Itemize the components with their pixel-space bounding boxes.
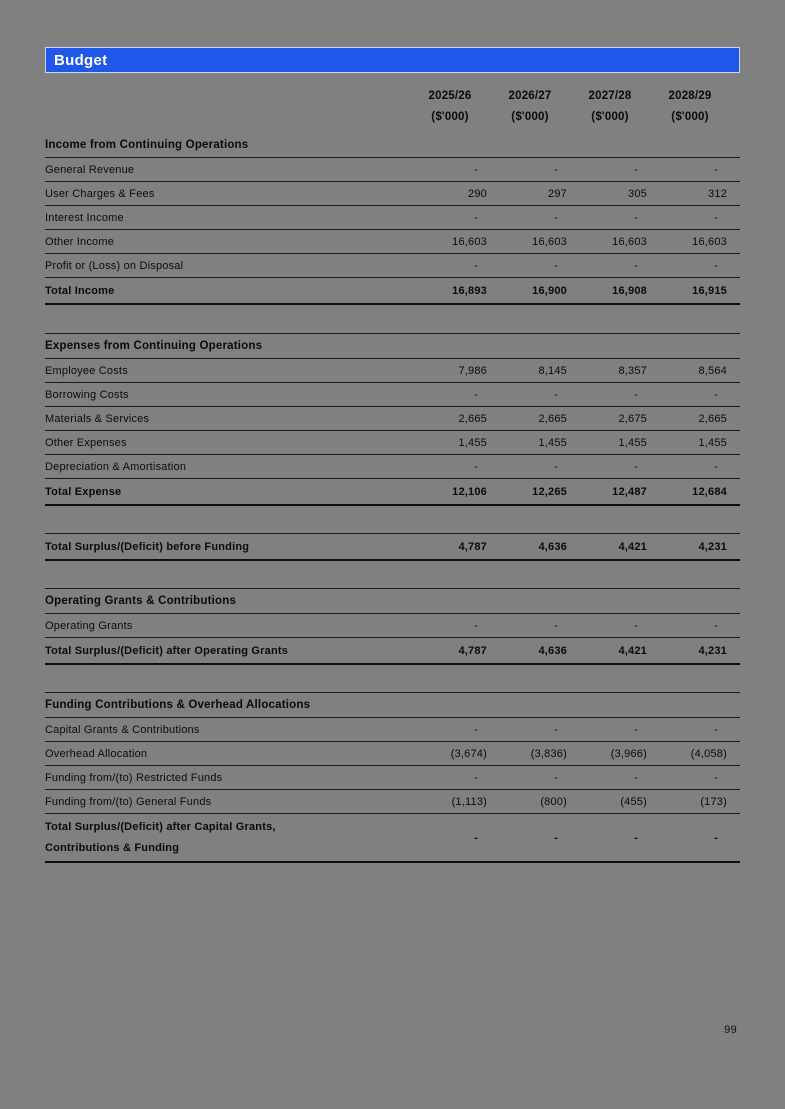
row-value: 1,455 xyxy=(458,436,487,449)
row-value: 8,564 xyxy=(698,364,727,377)
row-label: Operating Grants xyxy=(45,619,133,632)
row-value: 16,603 xyxy=(692,235,727,248)
row-value: 16,603 xyxy=(532,235,567,248)
table-row xyxy=(45,230,740,254)
year-header: 2027/28 xyxy=(588,90,632,102)
row-value: 290 xyxy=(468,187,487,200)
row-value: - xyxy=(554,163,558,176)
row-value: 8,357 xyxy=(618,364,647,377)
row-value: - xyxy=(554,388,558,401)
row-value: - xyxy=(554,460,558,473)
row-label: Other Expenses xyxy=(45,436,127,449)
section-header: Operating Grants & Contributions xyxy=(45,589,740,614)
row-label: Interest Income xyxy=(45,211,124,224)
table-column-headers xyxy=(45,85,740,127)
row-label: Capital Grants & Contributions xyxy=(45,723,200,736)
table-row xyxy=(45,455,740,479)
section-header: Funding Contributions & Overhead Allocations xyxy=(45,693,740,718)
table-row xyxy=(45,479,740,506)
row-value: - xyxy=(474,460,478,473)
page-title: Budget xyxy=(54,52,108,69)
row-value: - xyxy=(714,831,718,844)
row-value: 4,231 xyxy=(698,540,727,553)
row-label: Other Income xyxy=(45,235,115,248)
table-row xyxy=(45,814,740,863)
row-value: 16,915 xyxy=(692,284,727,297)
row-value: - xyxy=(714,723,718,736)
row-value: - xyxy=(474,619,478,632)
unit-label: ($'000) xyxy=(671,111,709,123)
row-value: 2,665 xyxy=(698,412,727,425)
table-row xyxy=(45,158,740,182)
row-value: 4,636 xyxy=(538,644,567,657)
row-value: 1,455 xyxy=(538,436,567,449)
row-value: 4,421 xyxy=(618,644,647,657)
row-label-line2: Contributions & Funding xyxy=(45,841,180,854)
row-value: 312 xyxy=(708,187,727,200)
row-value: - xyxy=(554,619,558,632)
row-label: Borrowing Costs xyxy=(45,388,129,401)
row-label: Profit or (Loss) on Disposal xyxy=(45,259,184,272)
row-value: - xyxy=(714,211,718,224)
row-value: - xyxy=(714,388,718,401)
row-value: - xyxy=(634,619,638,632)
row-value: 12,487 xyxy=(612,485,647,498)
table-row xyxy=(45,383,740,407)
table-section xyxy=(45,333,740,506)
row-label-line1: Total Surplus/(Deficit) after Capital Grants, xyxy=(45,820,276,833)
table-row xyxy=(45,182,740,206)
row-value: 1,455 xyxy=(618,436,647,449)
row-label: General Revenue xyxy=(45,163,135,176)
row-label: Overhead Allocation xyxy=(45,747,148,760)
row-label: Funding from/(to) General Funds xyxy=(45,795,212,808)
row-value: (455) xyxy=(620,795,647,808)
row-value: 2,675 xyxy=(618,412,647,425)
row-value: - xyxy=(554,211,558,224)
row-value: - xyxy=(554,831,558,844)
row-value: - xyxy=(634,831,638,844)
row-label: User Charges & Fees xyxy=(45,187,155,200)
row-value: 4,787 xyxy=(458,644,487,657)
row-value: - xyxy=(634,771,638,784)
budget-table xyxy=(45,133,740,863)
table-row xyxy=(45,278,740,305)
row-label: Materials & Services xyxy=(45,412,150,425)
row-value: (3,966) xyxy=(610,747,647,760)
row-value: - xyxy=(474,211,478,224)
row-value: - xyxy=(634,388,638,401)
row-label: Total Surplus/(Deficit) before Funding xyxy=(45,540,250,553)
row-label: Total Surplus/(Deficit) after Operating Grants xyxy=(45,644,289,657)
section-header: Income from Continuing Operations xyxy=(45,133,740,158)
row-value: - xyxy=(474,771,478,784)
year-header: 2025/26 xyxy=(428,90,472,102)
row-value: (1,113) xyxy=(451,795,487,808)
table-section xyxy=(45,692,740,863)
year-header: 2026/27 xyxy=(508,90,552,102)
row-label xyxy=(45,817,410,859)
table-row xyxy=(45,431,740,455)
table-row xyxy=(45,254,740,278)
row-value: - xyxy=(474,163,478,176)
row-value: (173) xyxy=(700,795,727,808)
row-value: 4,787 xyxy=(458,540,487,553)
page-number: 99 xyxy=(724,1024,737,1036)
unit-header-row xyxy=(45,107,740,127)
row-value: (3,674) xyxy=(450,747,487,760)
unit-label: ($'000) xyxy=(511,111,549,123)
row-value: (4,058) xyxy=(690,747,727,760)
row-value: 1,455 xyxy=(698,436,727,449)
row-value: - xyxy=(474,259,478,272)
section-title-bar xyxy=(45,47,740,73)
table-row xyxy=(45,534,740,561)
table-row xyxy=(45,742,740,766)
row-value: - xyxy=(714,771,718,784)
table-row xyxy=(45,718,740,742)
table-section xyxy=(45,533,740,561)
row-value: 16,603 xyxy=(612,235,647,248)
section-header: Expenses from Continuing Operations xyxy=(45,334,740,359)
row-value: (800) xyxy=(540,795,567,808)
row-value: - xyxy=(474,723,478,736)
row-value: 16,908 xyxy=(612,284,647,297)
row-value: - xyxy=(634,460,638,473)
row-value: - xyxy=(474,388,478,401)
row-label: Funding from/(to) Restricted Funds xyxy=(45,771,223,784)
row-value: - xyxy=(554,771,558,784)
row-value: (3,836) xyxy=(530,747,567,760)
table-row xyxy=(45,766,740,790)
row-value: - xyxy=(714,259,718,272)
row-value: 4,636 xyxy=(538,540,567,553)
unit-label: ($'000) xyxy=(591,111,629,123)
table-row xyxy=(45,614,740,638)
row-value: 297 xyxy=(548,187,567,200)
row-label: Total Income xyxy=(45,284,115,297)
year-header: 2028/29 xyxy=(668,90,712,102)
row-value: 12,684 xyxy=(692,485,727,498)
table-section xyxy=(45,588,740,665)
row-value: 4,231 xyxy=(698,644,727,657)
budget-report xyxy=(45,47,740,863)
row-value: - xyxy=(634,163,638,176)
row-label: Employee Costs xyxy=(45,364,128,377)
row-value: - xyxy=(634,259,638,272)
table-row xyxy=(45,206,740,230)
row-value: 8,145 xyxy=(538,364,567,377)
row-value: - xyxy=(474,831,478,844)
row-label: Depreciation & Amortisation xyxy=(45,460,187,473)
table-section xyxy=(45,133,740,305)
table-row xyxy=(45,638,740,665)
row-value: - xyxy=(714,460,718,473)
row-value: - xyxy=(554,259,558,272)
row-value: 16,893 xyxy=(452,284,487,297)
row-value: - xyxy=(714,163,718,176)
row-value: 305 xyxy=(628,187,647,200)
row-value: 16,900 xyxy=(532,284,567,297)
row-value: 2,665 xyxy=(538,412,567,425)
row-value: 12,106 xyxy=(452,485,487,498)
row-label: Total Expense xyxy=(45,485,122,498)
row-value: 7,986 xyxy=(458,364,487,377)
unit-label: ($'000) xyxy=(431,111,469,123)
row-value: 16,603 xyxy=(452,235,487,248)
row-value: 12,265 xyxy=(532,485,567,498)
row-value: 2,665 xyxy=(458,412,487,425)
row-value: - xyxy=(634,723,638,736)
row-value: - xyxy=(554,723,558,736)
table-row xyxy=(45,359,740,383)
table-row xyxy=(45,790,740,814)
table-row xyxy=(45,407,740,431)
row-value: - xyxy=(714,619,718,632)
row-value: - xyxy=(634,211,638,224)
row-value: 4,421 xyxy=(618,540,647,553)
year-header-row xyxy=(45,85,740,107)
